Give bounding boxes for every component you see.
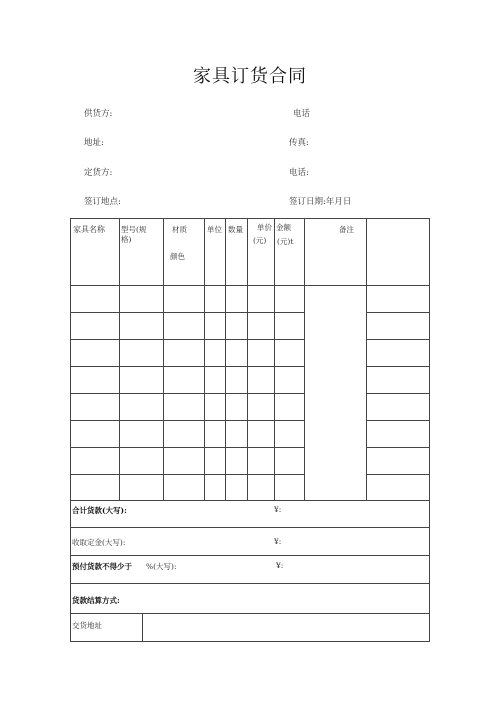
prepayment-yen: ¥: (276, 561, 284, 570)
header-model-line2: 格) (121, 235, 132, 244)
table-line (366, 447, 430, 448)
deposit-label: 收取定金(大写): (72, 538, 126, 547)
table-line (70, 218, 430, 219)
table-line (70, 641, 430, 642)
table-line (70, 474, 304, 475)
buyer-phone-label: 电话: (289, 168, 309, 178)
header-unit-price: 单价 (257, 223, 272, 232)
table-line (366, 393, 430, 394)
header-amount-unit: (元)t (277, 237, 294, 246)
table-line (70, 312, 304, 313)
address-label: 地址: (84, 138, 104, 148)
table-line (70, 420, 304, 421)
page-title: 家具订货合同 (193, 66, 307, 87)
header-unit: 单位 (207, 225, 222, 234)
table-line (70, 555, 430, 556)
table-line (70, 583, 430, 584)
table-line (70, 393, 304, 394)
header-amount: 金额 (276, 223, 291, 232)
table-line (119, 218, 120, 500)
table-line (70, 613, 430, 614)
table-line (70, 500, 430, 501)
table-line (247, 218, 248, 500)
table-line (70, 527, 430, 528)
prepayment-percent: %(大写): (146, 562, 177, 571)
total-payment-yen: ¥: (274, 505, 282, 514)
supplier-label: 供货方: (84, 109, 113, 119)
header-model-line1: 型号(规 (121, 225, 147, 234)
sign-date-label: 签订日期:年月日 (289, 197, 352, 207)
table-line (304, 218, 305, 500)
table-line (366, 339, 430, 340)
total-payment-label: 合计货款(大写): (72, 506, 127, 515)
header-quantity: 数量 (228, 225, 243, 234)
table-line (70, 447, 304, 448)
fax-label: 传真: (289, 138, 309, 148)
table-line (142, 613, 143, 642)
header-remark: 备注 (339, 225, 354, 234)
header-furniture-name: 家具名称 (73, 225, 105, 234)
table-line (366, 420, 430, 421)
table-line (429, 218, 430, 642)
table-line (366, 366, 430, 367)
table-line (204, 218, 205, 500)
delivery-address-label: 交货地址 (72, 621, 102, 630)
table-line (70, 366, 304, 367)
sign-place-label: 签订地点: (84, 197, 121, 207)
deposit-yen: ¥: (274, 537, 282, 546)
table-line (366, 218, 367, 500)
settlement-method-label: 货款结算方式: (72, 596, 120, 605)
buyer-label: 定货方: (84, 168, 113, 178)
header-material: 材质 (172, 225, 187, 234)
table-line (225, 218, 226, 500)
table-line (366, 312, 430, 313)
table-line (70, 285, 430, 286)
header-unit-price-unit: (元) (253, 236, 267, 245)
table-line (274, 218, 275, 500)
supplier-phone-label: 电话 (293, 109, 311, 119)
prepayment-label: 预付货款不得少于 (72, 562, 132, 571)
header-color: 颜色 (170, 252, 185, 261)
table-line (70, 218, 71, 642)
table-line (163, 218, 164, 500)
table-line (366, 474, 430, 475)
table-line (70, 339, 304, 340)
